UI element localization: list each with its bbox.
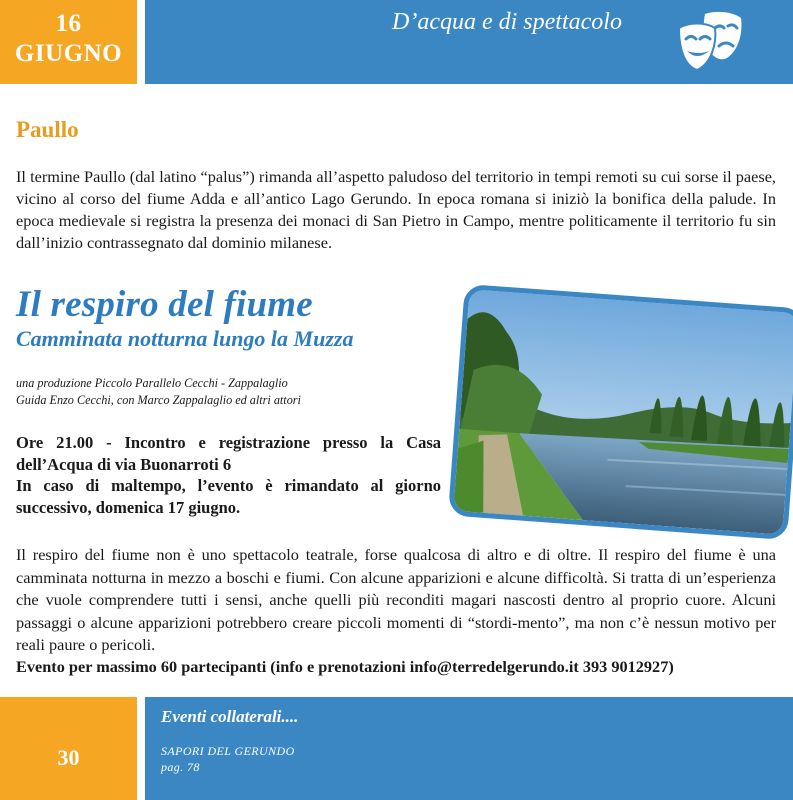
town-heading: Paullo: [16, 117, 79, 142]
photo-illustration: [453, 289, 793, 535]
related-event-page: pag. 78: [161, 760, 200, 774]
section-title: D’acqua e di spettacolo: [392, 9, 622, 35]
intro-paragraph: Il termine Paullo (dal latino “palus”) rimanda all’aspetto paludoso del territorio in tempi remoti su cui sorse il paese, vicino al corso del fiume Adda e all’antico Lago Gerundo. In epoca romana si iniziò la bonifica della palude. In epoca medievale si registra la presenza dei monaci di San Pietro in Campo, mentre politicamente il territorio fu sin dall’inizio contrassegnato dal dominio milanese.: [16, 167, 776, 252]
meeting-info: Ore 21.00 - Incontro e registrazione presso la Casa dell’Acqua di via Buonarroti 6: [16, 433, 441, 474]
event-credits: [16, 375, 456, 409]
event-title: Il respiro del fiume: [16, 284, 313, 325]
event-schedule: [16, 432, 441, 518]
date-box: [0, 0, 137, 84]
guide-credit: Guida Enzo Cecchi, con Marco Zappalaglio ed altri attori: [16, 393, 301, 407]
footer-bar: [145, 697, 793, 800]
page-number: 30: [57, 745, 80, 770]
event-subtitle: Camminata notturna lungo la Muzza: [16, 326, 354, 351]
production-credit: una produzione Piccolo Parallelo Cecchi - Zappalaglio: [16, 376, 288, 390]
river-canal-photo: [448, 284, 793, 540]
date-month: GIUGNO: [14, 40, 123, 67]
date-day: 16: [55, 10, 82, 37]
related-event-title: SAPORI DEL GERUNDO: [161, 744, 295, 758]
weather-info: In caso di maltempo, l’evento è rimandato al giorno successivo, domenica 17 giugno.: [16, 476, 441, 517]
related-events-heading: Eventi collaterali....: [161, 707, 299, 726]
header-bar: [145, 0, 793, 84]
description-paragraph: Il respiro del fiume non è uno spettacolo teatrale, forse qualcosa di altro e di oltre. Il respiro del fiume è una camminata notturna in mezzo a boschi e fiumi. Con alcune apparizioni e alcune difficoltà. Si tratta di un’esperienza che vuole comprendere tutti i sensi, anche quelli più reconditi magari nascosti dentro al proprio cuore. Alcuni passaggi o alcune apparizioni potrebbero creare piccoli momenti di “stordi-mento”, ma non c’è nessun motivo per reali paure o pericoli.: [16, 545, 776, 654]
theater-masks-icon: [675, 6, 747, 78]
related-event-ref: [161, 743, 295, 775]
page-number-box: [0, 697, 137, 800]
booking-info: Evento per massimo 60 partecipanti (info e prenotazioni info@terredelgerundo.it 393 9012927): [16, 657, 674, 676]
